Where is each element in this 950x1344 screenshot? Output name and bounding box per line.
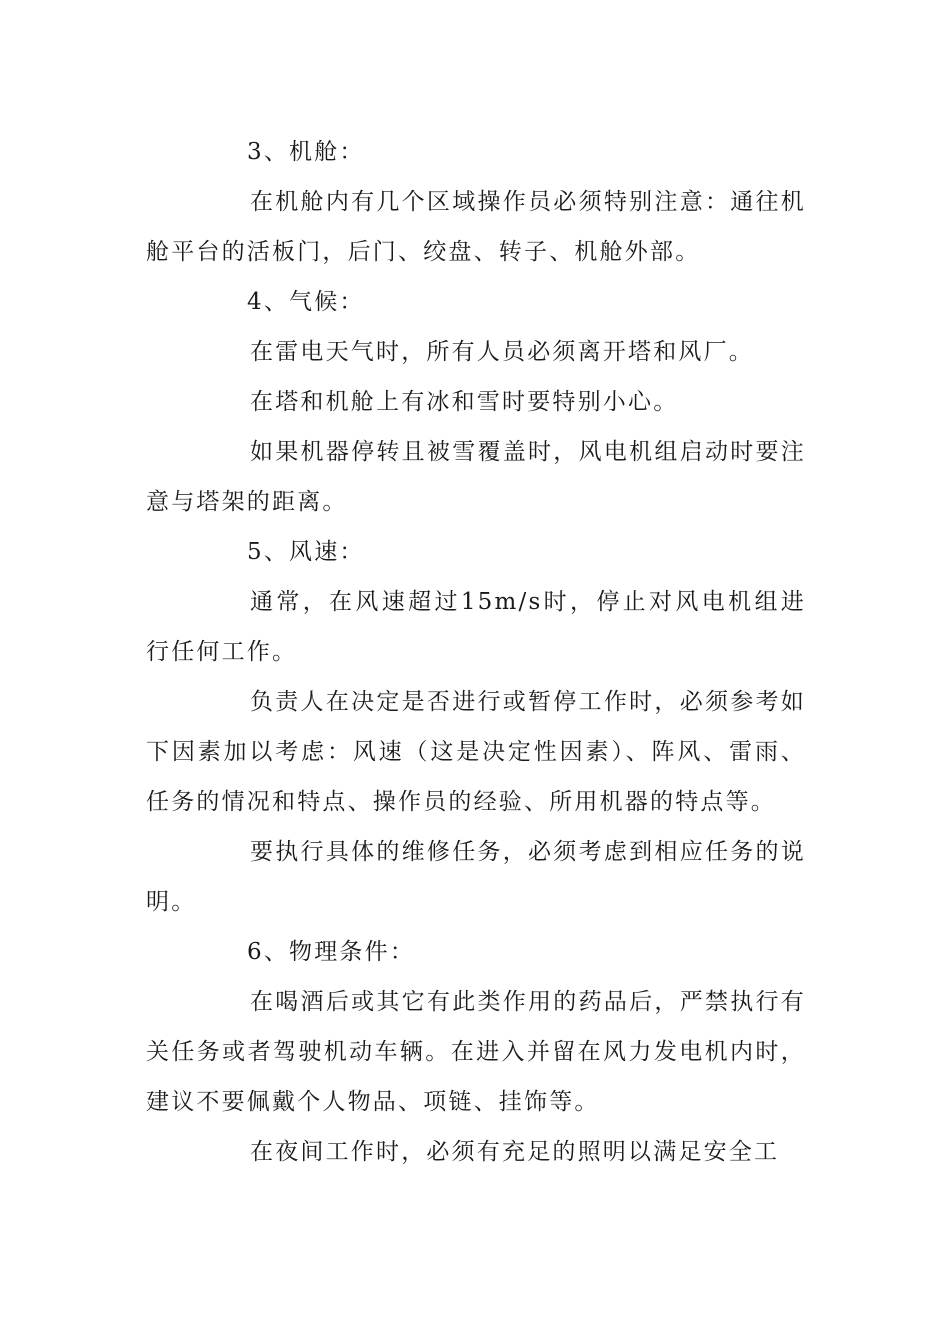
paragraph-thunder: 在雷电天气时，所有人员必须离开塔和风厂。 <box>250 339 754 365</box>
paragraph-night-work: 在夜间工作时，必须有充足的照明以满足安全工 <box>250 1139 780 1165</box>
paragraph-snow-covered: 如果机器停转且被雪覆盖时，风电机组启动时要注意与塔架的距离。 <box>146 439 806 515</box>
section-heading-wind-speed: 5、风速： <box>247 539 365 565</box>
paragraph-nacelle-areas: 在机舱内有几个区域操作员必须特别注意：通往机舱平台的活板门，后门、绞盘、转子、机舱外部。 <box>146 189 806 265</box>
document-body <box>146 127 806 1177</box>
section-heading-physical-condition: 6、物理条件： <box>247 939 416 965</box>
paragraph-ice-snow: 在塔和机舱上有冰和雪时要特别小心。 <box>250 389 679 415</box>
section-heading-climate: 4、气候： <box>247 289 365 315</box>
paragraph-wind-limit: 通常，在风速超过15m/s时，停止对风电机组进行任何工作。 <box>146 589 806 665</box>
paragraph-alcohol: 在喝酒后或其它有此类作用的药品后，严禁执行有关任务或者驾驶机动车辆。在进入并留在风力发电机内时，建议不要佩戴个人物品、项链、挂饰等。 <box>146 989 806 1115</box>
section-heading-nacelle: 3、机舱： <box>247 139 365 165</box>
paragraph-task-instructions: 要执行具体的维修任务，必须考虑到相应任务的说明。 <box>146 839 806 915</box>
paragraph-decision-factors: 负责人在决定是否进行或暂停工作时，必须参考如下因素加以考虑：风速（这是决定性因素）、阵风、雷雨、任务的情况和特点、操作员的经验、所用机器的特点等。 <box>146 689 806 815</box>
